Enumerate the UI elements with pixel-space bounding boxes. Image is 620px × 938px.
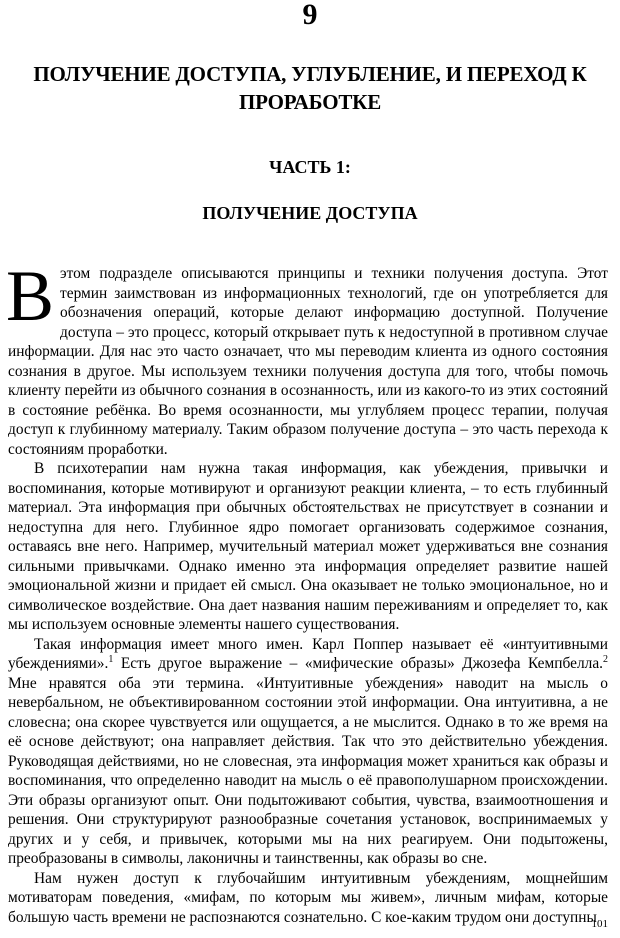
page-number: 101	[591, 918, 608, 930]
drop-cap: В	[6, 256, 55, 336]
chapter-number: 9	[302, 0, 318, 31]
paragraph-3	[8, 635, 608, 869]
footnote-ref-1[interactable]: 1	[108, 653, 114, 665]
body-text	[6, 256, 608, 927]
part-title: ПОЛУЧЕНИЕ ДОСТУПА	[202, 203, 418, 223]
paragraph-2: В психотерапии нам нужна такая информация, как убеждения, привычки и воспоминания, которые мотивируют и организуют реакции клиента, – то есть глубинный материал. Эта информация при обычных обстоятельствах не присутствует в сознании и недоступна для него. Глубинное ядро помогает организовать содержимое сознания, оставаясь вне него. Например, мучительный материал может удерживаться вне сознания сильными привычками. Однако именно эта информация определяет развитие нашей эмоциональной жизни и придает ей смысл. Она оказывает не только эмоциональное, но и символическое воздействие. Она дает названия нашим переживаниям и определяет то, как мы используем основные элементы нашего существования.	[8, 460, 608, 633]
paragraph-3-text-a: Такая информация имеет много имен. Карл Поппер называет её «интуитивными убеждениями».	[8, 635, 608, 672]
paragraph-1	[6, 256, 608, 459]
paragraph-3-text-c: Мне нравятся оба эти термина. «Интуитивные убеждения» наводит на мысль о невербальном, не объективированном состоянии этой информации. Она интуитивна, а не словесна; она скорее чувствуется или ощущается, а не мыслится. Однако в то же время на её основе действуют; она направляет действия. Так что это действительно убеждения. Руководящая действиями, но не словесная, эта информация может храниться как образы и воспоминания, что определенно наводит на мысль о её правополушарном происхождении. Эти образы организуют опыт. Они подытоживают события, чувства, взаимоотношения и решения. Они структурируют разнообразные сочетания установок, воспринимаемых у других и у себя, и привычек, которыми мы на них реагируем. Они подытожены, преобразованы в символы, лаконичны и таинственны, как образы во сне.	[8, 674, 608, 867]
paragraph-3-text-b: Есть другое выражение – «мифические образы» Джозефа Кемпбелла.	[113, 655, 603, 672]
chapter-title: ПОЛУЧЕНИЕ ДОСТУПА, УГЛУБЛЕНИЕ, И ПЕРЕХОД К ПРОРАБОТКЕ	[33, 62, 587, 114]
paragraph-4: Нам нужен доступ к глубочайшим интуитивным убеждениям, мощнейшим мотиваторам поведения, «мифам, по которым мы живем», личным мифам, которые большую часть времени не распознаются сознательно. С кое-каким трудом они доступны	[8, 869, 608, 926]
paragraph-1-text: этом подразделе описываются принципы и техники получения доступа. Этот термин заимствован из информационных технологий, где он употребляется для обозначения операций, которые делают информацию доступной. Получение доступа – это процесс, который открывает путь к недоступной в противном случае информации. Для нас это часто означает, что мы переводим клиента из одного состояния сознания в другое. Мы используем техники получения доступа для того, чтобы помочь клиенту перейти из обычного сознания в осознанность, или из какого-то из этих состояний в состояние ребёнка. Во время осознанности, мы углубляем процесс терапии, получая доступ к глубинному материалу. Таким образом получение доступа – это часть перехода к состояниям проработки.	[8, 265, 608, 458]
part-label: ЧАСТЬ 1:	[269, 157, 351, 177]
footnote-ref-2[interactable]: 2	[603, 653, 608, 665]
